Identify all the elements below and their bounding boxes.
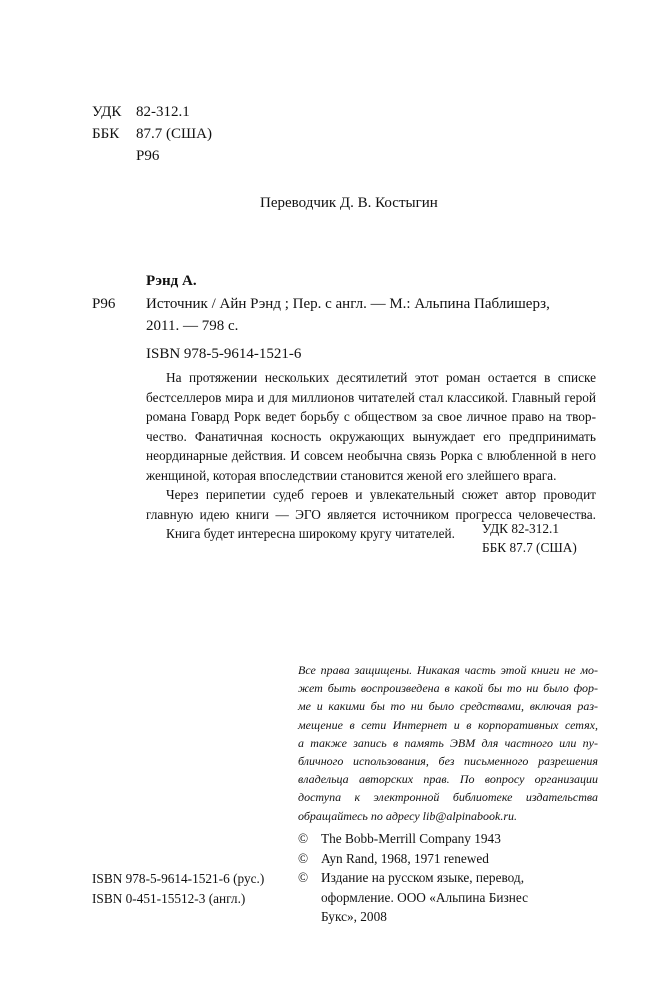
author-mark-row <box>92 145 212 167</box>
udk-value: 82-312.1 <box>136 104 190 120</box>
copyright-text: оформление. ООО «Альпина Бизнес <box>321 889 529 905</box>
copyright-symbol: © <box>298 831 309 846</box>
rights-line: владельца авторских прав. По вопросу организации <box>298 772 598 787</box>
udk-label: УДК <box>92 104 122 120</box>
annotation <box>146 368 596 544</box>
annotation-line: романа Говард Рорк ведет борьбу с обществом за свое личное право на твор- <box>146 409 596 424</box>
copyright-text: Ayn Rand, 1968, 1971 renewed <box>321 850 489 866</box>
rights-line: мещение в сети Интернет и в корпоративных сетях, <box>298 717 598 732</box>
copyright-text: Букс», 2008 <box>321 909 387 924</box>
rights-line: ме и какими бы то ни было средствами, включая раз- <box>298 699 598 714</box>
copyright-text: Издание на русском языке, перевод, <box>321 870 525 885</box>
udk-row <box>92 101 212 123</box>
annotation-line: чество. Фанатичная косность окружающих вынуждает его предпринимать <box>146 428 596 444</box>
bbk-row <box>92 123 212 145</box>
annotation-line: женщиной, которая впоследствии становится женой его злейшего врага. <box>146 467 557 483</box>
bbk-value: 87.7 (США) <box>136 126 212 142</box>
isbn-russian: ISBN 978-5-9614-1521-6 (рус.) <box>92 871 265 886</box>
rights-line: бличного использования, без письменного разрешения <box>298 753 598 768</box>
author-mark: Р96 <box>92 296 116 312</box>
copyright-row <box>298 829 528 849</box>
annotation-line: Через перипетии судеб героев и увлекательный сюжет автор проводит <box>166 487 596 502</box>
annotation-line: Книга будет интересна широкому кругу читателей. <box>166 526 455 541</box>
bibliographic-line-1: Источник / Айн Рэнд ; Пер. с англ. — М.: Альпина Паблишерз, <box>146 296 550 312</box>
copyright-row <box>298 849 528 869</box>
rights-line: жет быть воспроизведена в какой бы то ни было фор- <box>298 681 598 696</box>
rights-line: Все права защищены. Никакая часть этой книги не мо- <box>298 663 598 677</box>
isbn-main: ISBN 978-5-9614-1521-6 <box>146 346 302 362</box>
annotation-line: бестселлеров мира и для миллионов читателей стал классикой. Главный герой <box>146 389 596 405</box>
annotation-line: неординарные действия. И совсем необычна связь Рорка с влюбленной в него <box>146 448 596 463</box>
annotation-line: главную идею книги — ЭГО является источником прогресса человечества. <box>146 506 596 522</box>
classification-block <box>92 101 212 167</box>
copyright-text-multiline <box>321 868 528 927</box>
translator-line: Переводчик Д. В. Костыгин <box>260 195 438 211</box>
bbk-footer: ББК 87.7 (США) <box>482 540 577 555</box>
copyright-symbol: © <box>298 870 309 885</box>
copyright-row <box>298 868 528 927</box>
copyright-block <box>298 829 528 927</box>
author-mark-value: Р96 <box>136 148 160 164</box>
rights-notice <box>298 661 598 825</box>
isbn-english: ISBN 0-451-15512-3 (англ.) <box>92 890 246 906</box>
copyright-symbol: © <box>298 850 309 866</box>
udk-footer: УДК 82-312.1 <box>482 521 559 536</box>
rights-line: обращайтесь по адресу lib@alpinabook.ru. <box>298 808 518 823</box>
bibliographic-line-2: 2011. — 798 с. <box>146 318 239 334</box>
rights-line: доступа к электронной библиотеке издательства <box>298 790 598 805</box>
rights-line: а также запись в память ЭВМ для частного или пу- <box>298 735 598 750</box>
copyright-text: The Bobb-Merrill Company 1943 <box>321 831 501 846</box>
isbn-list <box>92 869 264 908</box>
bbk-label: ББК <box>92 126 120 142</box>
author-heading: Рэнд А. <box>146 273 197 289</box>
author-mark-label <box>92 145 136 167</box>
annotation-line: На протяжении нескольких десятилетий этот роман остается в списке <box>166 370 596 385</box>
